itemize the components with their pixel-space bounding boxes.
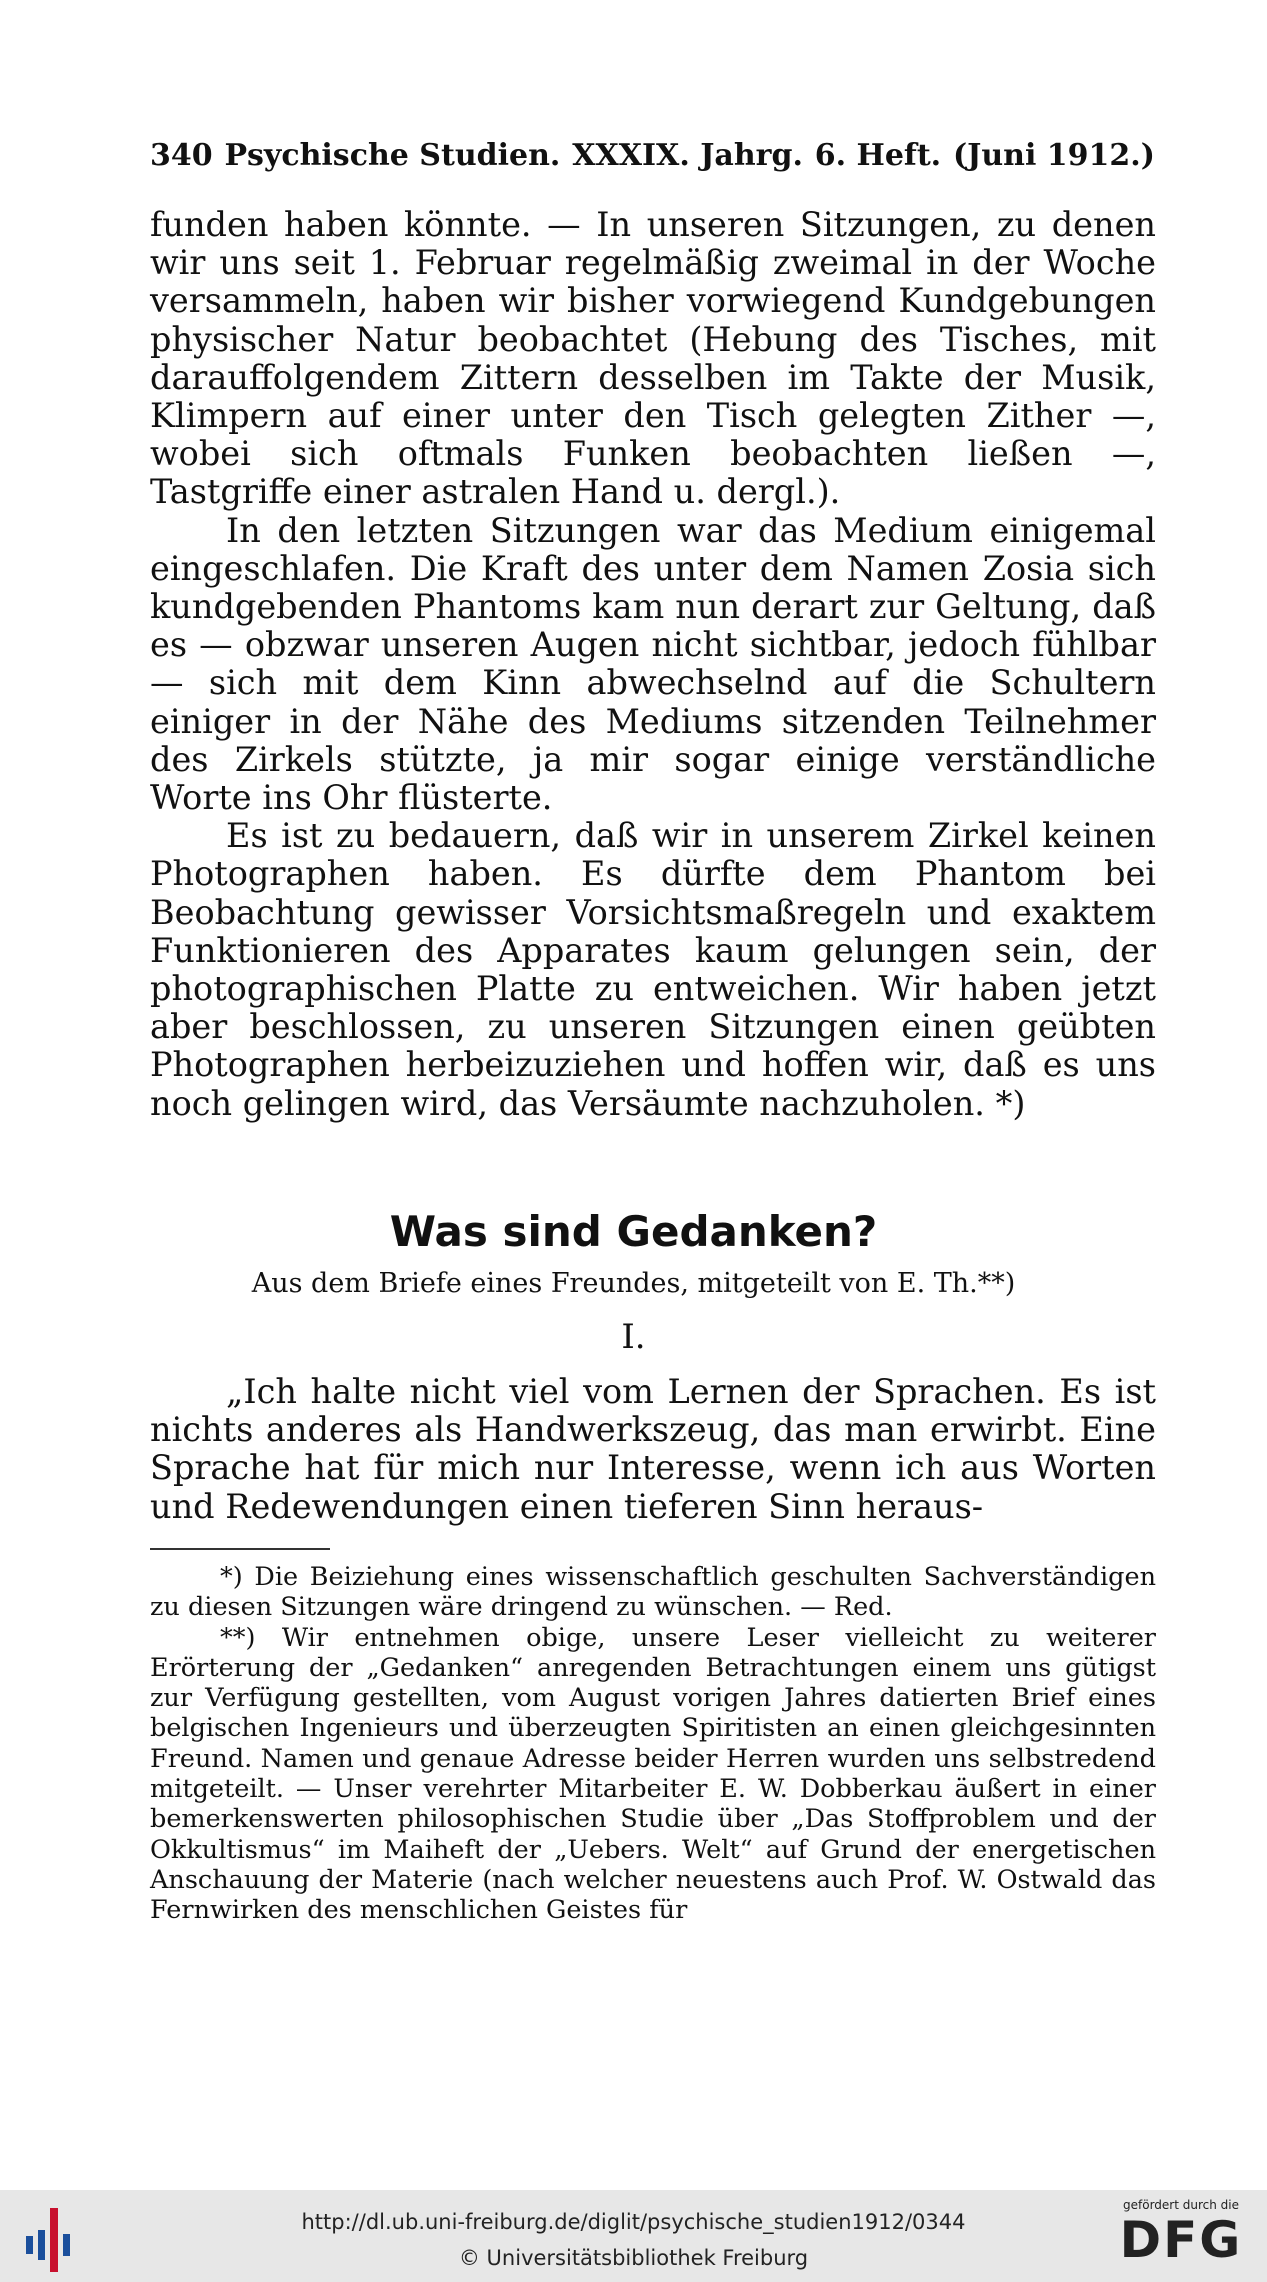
dfg-caption: gefördert durch die — [1123, 2198, 1239, 2212]
article-text — [150, 1373, 1156, 1526]
volume-year: XXXIX. Jahrg. — [572, 138, 803, 173]
section-number: I. — [621, 1317, 646, 1357]
footnotes — [150, 1562, 1156, 1926]
paragraph: „Ich halte nicht viel vom Lernen der Sprachen. Es ist nichts anderes als Handwerkszeug, das man erwirbt. Eine Sprache hat für mich nur Interesse, wenn ich aus Worten und Redewendungen einen tieferen Sinn heraus- — [150, 1372, 1156, 1526]
journal-title: Psychische Studien. — [224, 138, 561, 173]
article-subtitle: Aus dem Briefe eines Freundes, mitgeteilt von E. Th.**) — [251, 1268, 1016, 1299]
footnote: **) Wir entnehmen obige, unsere Leser vielleicht zu weiterer Erörterung der „Gedanken“ anregenden Betrachtungen einem uns gütigst zur Verfügung gestellten, vom August vorigen Jahres datierten Brief eines belgischen Ingenieurs und überzeugten Spiritisten an einen gleichgesinnten Freund. Namen und genaue Adresse beider Herren wurden uns selbstredend mitgeteilt. — Unser verehrter Mitarbeiter E. W. Dobberkau äußert in einer bemerkenswerten philosophischen Studie über „Das Stoffproblem und der Okkultismus“ im Maiheft der „Uebers. Welt“ auf Grund der energetischen Anschauung der Materie (nach welcher neuestens auch Prof. W. Ostwald das Fernwirken des menschlichen Geistes für — [150, 1622, 1156, 1926]
issue-number: 6. Heft. — [814, 138, 942, 173]
copyright-notice: © Universitätsbibliothek Freiburg — [458, 2246, 809, 2270]
paragraph: Es ist zu bedauern, daß wir in unserem Zirkel keinen Photographen haben. Es dürfte dem Phantom bei Beobachtung gewisser Vorsichtsmaßregeln und exaktem Funktionieren des Apparates kaum gelungen sein, der photographischen Platte zu entweichen. Wir haben jetzt aber beschlossen, zu unseren Sitzungen einen geübten Photographen herbeizuziehen und hoffen wir, daß es uns noch gelingen wird, das Versäumte nachzuholen. *) — [150, 816, 1156, 1123]
paragraph: In den letzten Sitzungen war das Medium einigemal eingeschlafen. Die Kraft des unter dem Namen Zosia sich kundgebenden Phantoms kam nun derart zur Geltung, daß es — obzwar unseren Augen nicht sichtbar, jedoch fühlbar — sich mit dem Kinn abwechselnd auf die Schultern einiger in der Nähe des Mediums sitzenden Teilnehmer des Zirkels stützte, ja mir sogar einige verständliche Worte ins Ohr flüsterte. — [150, 510, 1156, 818]
footnote: *) Die Beiziehung eines wissenschaftlich geschulten Sachverständigen zu diesen Sitzungen wäre dringend zu wünschen. — Red. — [150, 1562, 1156, 1623]
main-text — [150, 206, 1156, 1123]
article-title: Was sind Gedanken? — [389, 1207, 878, 1256]
paragraph: funden haben könnte. — In unseren Sitzungen, zu denen wir uns seit 1. Februar regelmäßig zweimal in der Woche versammeln, haben wir bisher vorwiegend Kundgebungen physischer Natur beobachtet (Hebung des Tisches, mit darauffolgendem Zittern desselben im Takte der Musik, Klimpern auf einer unter den Tisch gelegten Zither —, wobei sich oftmals Funken beobachten ließen —, Tastgriffe einer astralen Hand u. dergl.). — [150, 205, 1156, 512]
viewer-footer — [0, 2190, 1267, 2282]
permalink-link[interactable]: http://dl.ub.uni-freiburg.de/diglit/psychische_studien1912/0344 — [301, 2210, 966, 2234]
dfg-logo-text: DFG — [1119, 2211, 1243, 2269]
footnote-divider — [150, 1548, 330, 1550]
issue-date: (Juni 1912.) — [952, 138, 1155, 173]
page-number: 340 — [150, 138, 213, 173]
dfg-logo — [1111, 2198, 1251, 2268]
running-header — [150, 138, 1155, 173]
